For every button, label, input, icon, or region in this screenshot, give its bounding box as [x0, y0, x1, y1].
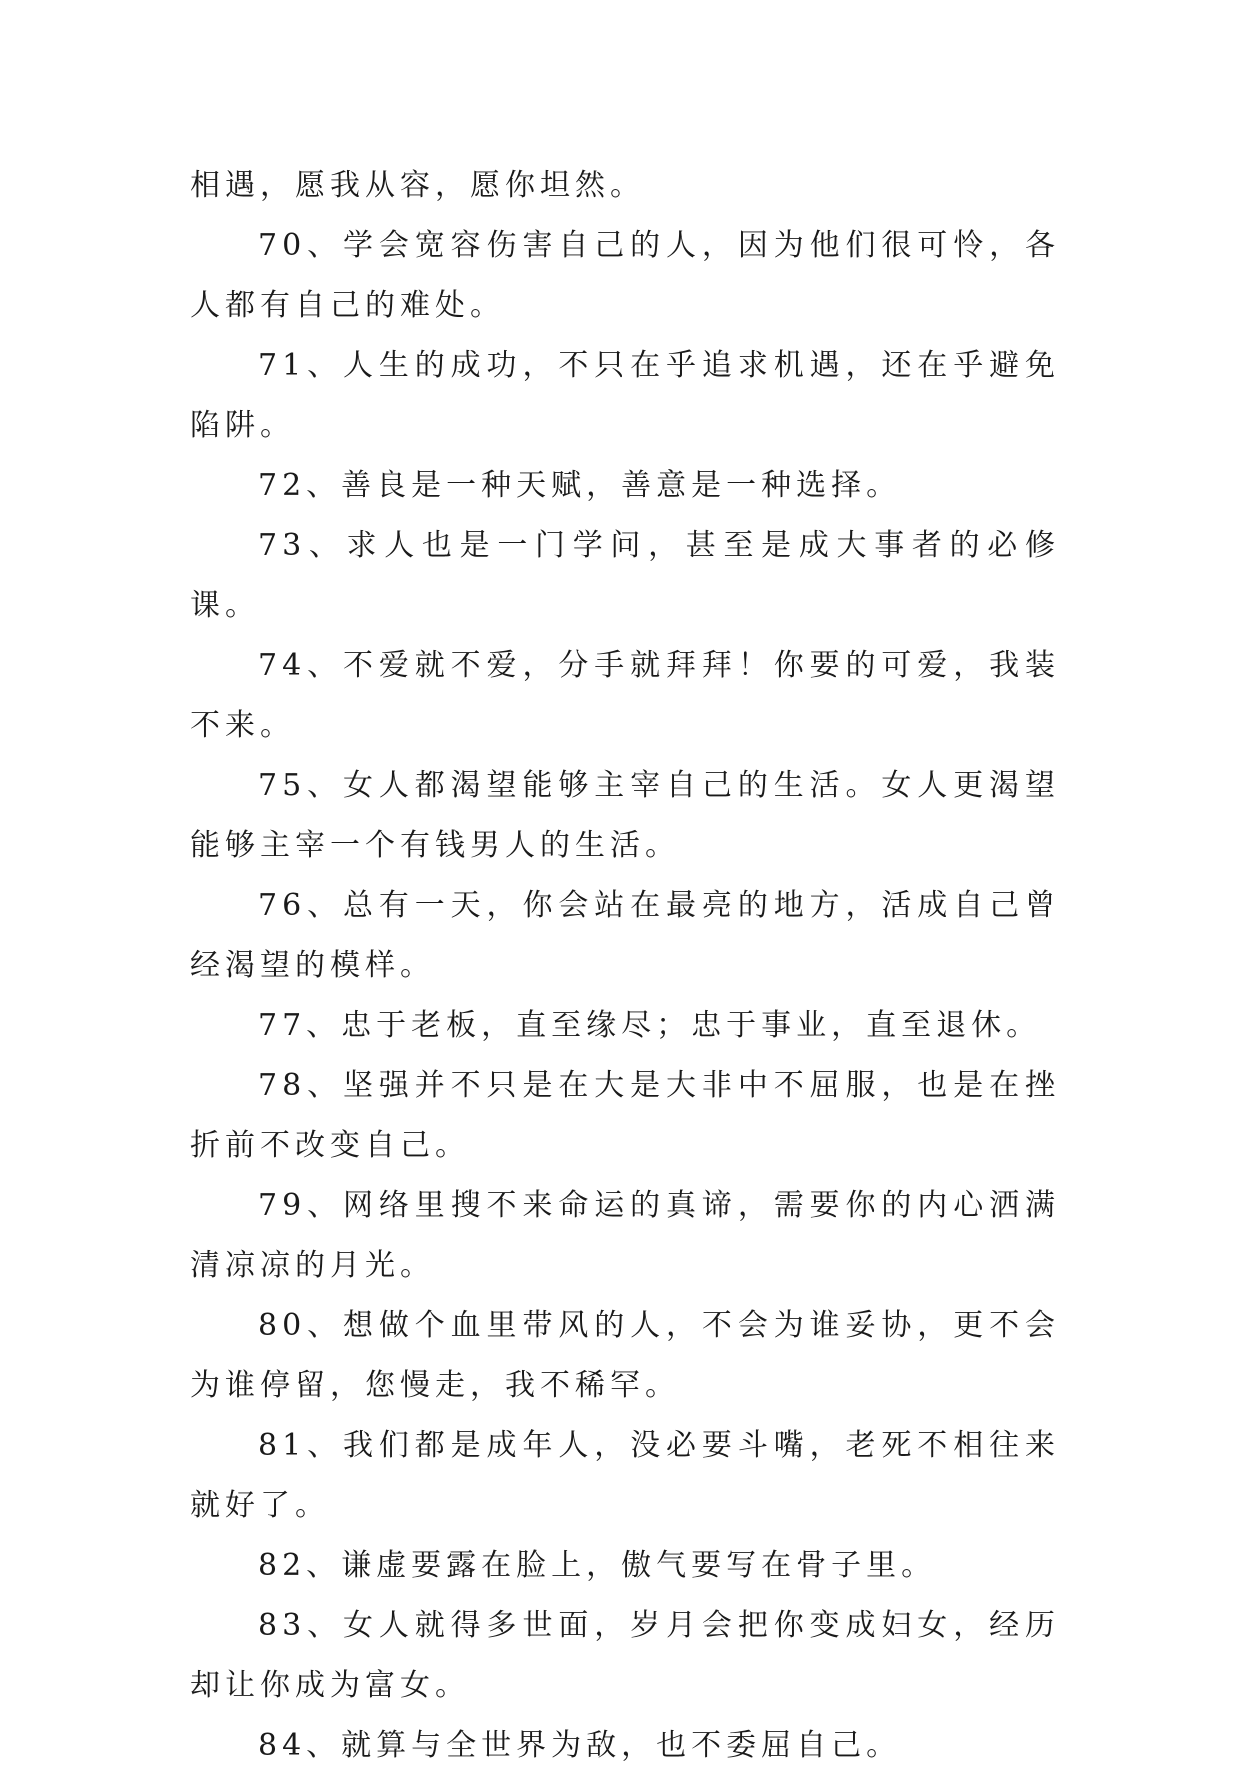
paragraph-82: 82、谦虚要露在脸上，傲气要写在骨子里。: [258, 1548, 937, 1583]
paragraph-84: 84、就算与全世界为敌，也不委屈自己。: [258, 1728, 902, 1763]
paragraph-77: 77、忠于老板，直至缘尽；忠于事业，直至退休。: [258, 1008, 1042, 1043]
paragraph-75: 75、女人都渴望能够主宰自己的生活。女人更渴望能够主宰一个有钱男人的生活。: [190, 768, 1060, 863]
paragraph-73: 73、求人也是一门学问，甚至是成大事者的必修课。: [190, 528, 1060, 623]
paragraph-74: 74、不爱就不爱，分手就拜拜！你要的可爱，我装不来。: [190, 648, 1060, 743]
paragraph-76: 76、总有一天，你会站在最亮的地方，活成自己曾经渴望的模样。: [190, 888, 1060, 983]
paragraph-79: 79、网络里搜不来命运的真谛，需要你的内心洒满清凉凉的月光。: [190, 1188, 1060, 1283]
paragraph-83: 83、女人就得多世面，岁月会把你变成妇女，经历却让你成为富女。: [190, 1608, 1060, 1703]
paragraph-70: 70、学会宽容伤害自己的人，因为他们很可怜，各人都有自己的难处。: [190, 228, 1060, 323]
document-page: [190, 156, 1060, 1776]
paragraph-72: 72、善良是一种天赋，善意是一种选择。: [258, 468, 902, 503]
paragraph-80: 80、想做个血里带风的人，不会为谁妥协，更不会为谁停留，您慢走，我不稀罕。: [190, 1308, 1060, 1403]
paragraph-78: 78、坚强并不只是在大是大非中不屈服，也是在挫折前不改变自己。: [190, 1068, 1060, 1163]
paragraph-81: 81、我们都是成年人，没必要斗嘴，老死不相往来就好了。: [190, 1428, 1060, 1523]
paragraph-71: 71、人生的成功，不只在乎追求机遇，还在乎避免陷阱。: [190, 348, 1060, 443]
paragraph-continuation: 相遇，愿我从容，愿你坦然。: [190, 168, 645, 203]
